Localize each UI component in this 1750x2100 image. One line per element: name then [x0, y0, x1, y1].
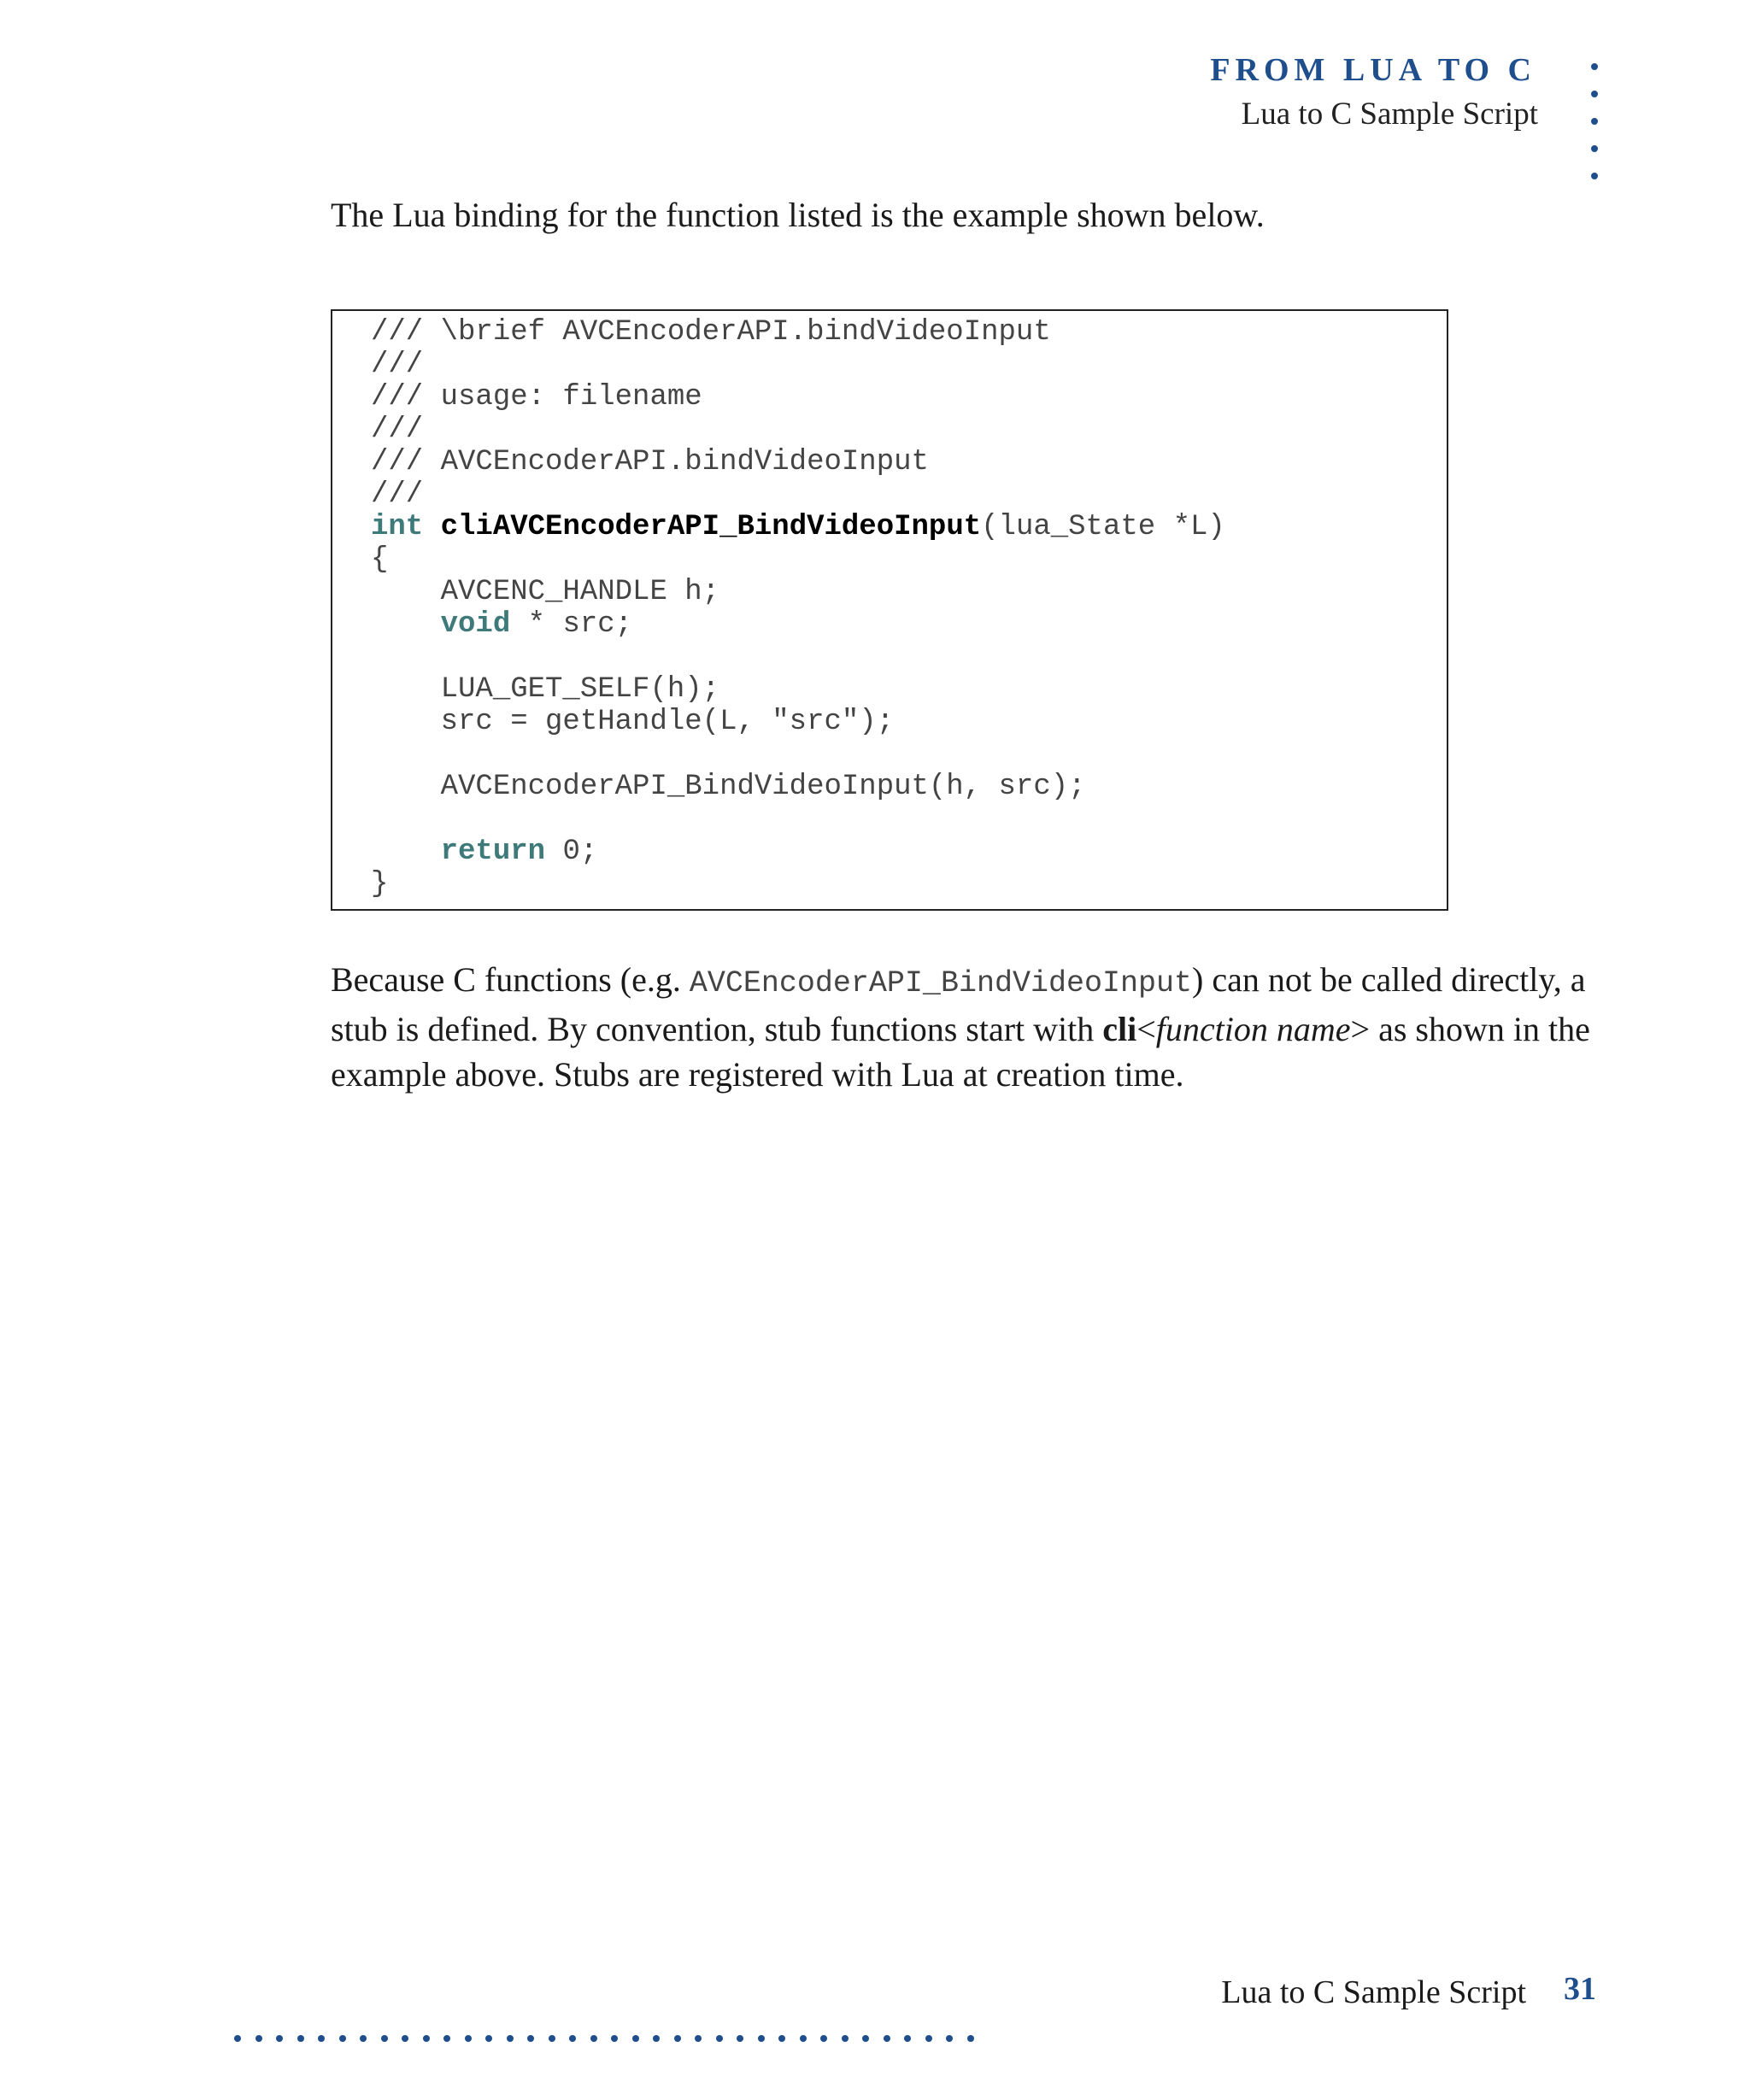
- dot: [778, 2035, 785, 2042]
- dot: [255, 2035, 262, 2042]
- dot: [758, 2035, 765, 2042]
- dot: [904, 2035, 911, 2042]
- dot: [423, 2035, 430, 2042]
- dot: [946, 2035, 953, 2042]
- code-line: /// usage: filename: [371, 381, 702, 414]
- dot: [318, 2035, 325, 2042]
- code-listing: [331, 309, 1448, 911]
- code-line: LUA_GET_SELF(h);: [371, 673, 720, 706]
- running-header-subtitle: Lua to C Sample Script: [1241, 97, 1538, 132]
- code-blank-line: [371, 738, 1447, 771]
- dot: [402, 2035, 408, 2042]
- body-text: > as shown in the: [1350, 1010, 1590, 1048]
- decorative-dots-vertical: [1591, 63, 1598, 179]
- dot: [737, 2035, 743, 2042]
- page-number: 31: [1564, 1971, 1596, 2007]
- code-params: (lua_State *L): [981, 511, 1225, 543]
- dot: [967, 2035, 974, 2042]
- body-line: [331, 1006, 1595, 1052]
- code-text: 0;: [545, 836, 598, 868]
- dot: [925, 2035, 932, 2042]
- dot: [1591, 63, 1598, 70]
- dot: [507, 2035, 514, 2042]
- dot: [1591, 145, 1598, 152]
- code-line: /// AVCEncoderAPI.bindVideoInput: [371, 446, 929, 478]
- dot: [297, 2035, 304, 2042]
- italic-placeholder: function name: [1155, 1010, 1351, 1048]
- code-keyword: void: [440, 608, 511, 641]
- dot: [381, 2035, 388, 2042]
- code-line: [371, 608, 1447, 641]
- code-line: [371, 836, 1447, 868]
- dot: [443, 2035, 450, 2042]
- code-function-name: cliAVCEncoderAPI_BindVideoInput: [440, 511, 982, 543]
- body-text: ) can not be called directly, a: [1192, 960, 1586, 999]
- code-line: src = getHandle(L, "src");: [371, 706, 895, 738]
- dot: [862, 2035, 869, 2042]
- code-text: * src;: [510, 608, 633, 641]
- dot: [1591, 118, 1598, 125]
- intro-paragraph: The Lua binding for the function listed is the example shown below.: [331, 196, 1265, 234]
- code-keyword: int: [371, 511, 424, 543]
- dot: [549, 2035, 555, 2042]
- body-text: stub is defined. By convention, stub functions start with: [331, 1010, 1103, 1048]
- dot: [1591, 91, 1598, 97]
- bold-prefix: cli: [1102, 1010, 1137, 1048]
- code-line: /// \brief AVCEncoderAPI.bindVideoInput: [371, 316, 1051, 349]
- dot: [820, 2035, 827, 2042]
- code-line: ///: [371, 478, 424, 511]
- code-line: ///: [371, 414, 424, 446]
- decorative-dots-horizontal: [234, 2035, 974, 2042]
- footer-section-label: Lua to C Sample Script: [1221, 1974, 1526, 2010]
- code-line: AVCENC_HANDLE h;: [371, 576, 720, 608]
- body-line: [331, 957, 1595, 1006]
- dot: [653, 2035, 660, 2042]
- dot: [465, 2035, 472, 2042]
- dot: [695, 2035, 702, 2042]
- code-indent: [371, 836, 441, 868]
- dot: [632, 2035, 639, 2042]
- code-line-signature: [371, 511, 1447, 543]
- code-indent: [371, 608, 441, 641]
- running-header-title: FROM LUA TO C: [1210, 52, 1536, 88]
- body-line: example above. Stubs are registered with Lua at creation time.: [331, 1055, 1184, 1094]
- dot: [884, 2035, 890, 2042]
- body-paragraph: [331, 957, 1595, 1097]
- inline-code: AVCEncoderAPI_BindVideoInput: [689, 966, 1192, 1000]
- body-text: Because C functions (e.g.: [331, 960, 690, 999]
- dot: [1591, 173, 1598, 179]
- code-line: ///: [371, 349, 424, 381]
- dot: [842, 2035, 849, 2042]
- code-line: {: [371, 543, 389, 576]
- dot: [800, 2035, 807, 2042]
- dot: [674, 2035, 681, 2042]
- dot: [611, 2035, 618, 2042]
- dot: [234, 2035, 241, 2042]
- dot: [276, 2035, 283, 2042]
- dot: [339, 2035, 346, 2042]
- dot: [590, 2035, 597, 2042]
- code-line: AVCEncoderAPI_BindVideoInput(h, src);: [371, 771, 1086, 803]
- dot: [485, 2035, 492, 2042]
- dot: [569, 2035, 576, 2042]
- dot: [360, 2035, 367, 2042]
- dot: [716, 2035, 723, 2042]
- code-keyword: return: [440, 836, 546, 868]
- dot: [527, 2035, 534, 2042]
- body-text: <: [1136, 1010, 1156, 1048]
- code-blank-line: [371, 641, 1447, 673]
- code-blank-line: [371, 803, 1447, 836]
- code-line: }: [371, 868, 389, 900]
